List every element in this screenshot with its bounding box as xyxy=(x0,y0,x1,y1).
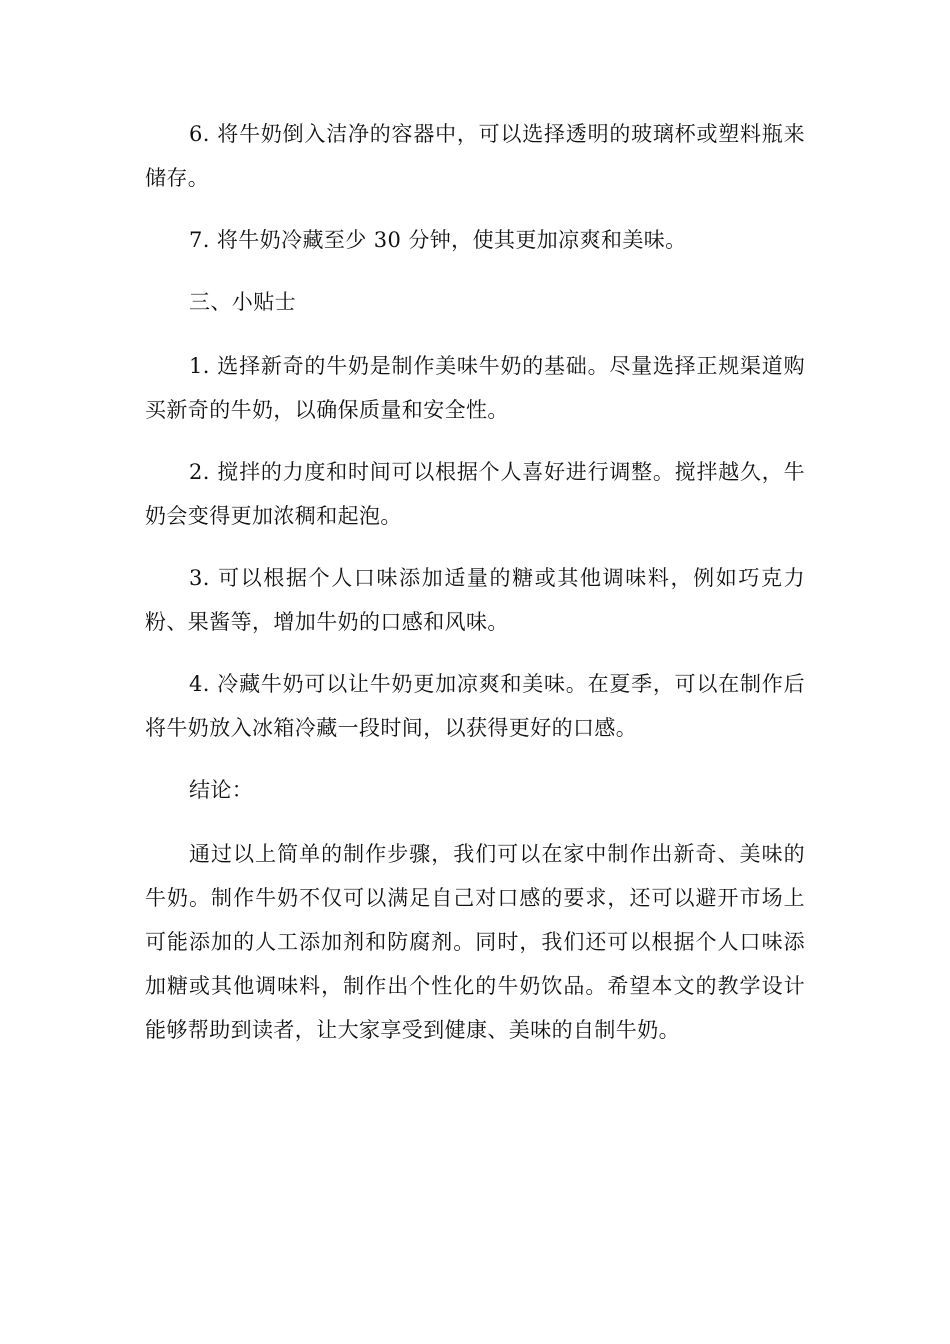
document-page xyxy=(145,112,805,1070)
tips-heading: 三、小贴士 xyxy=(189,290,296,314)
conclusion-paragraph: 通过以上简单的制作步骤，我们可以在家中制作出新奇、美味的牛奶。制作牛奶不仅可以满足自己对口感的要求，还可以避开市场上可能添加的人工添加剂和防腐剂。同时，我们还可以根据个人口味添加糖或其他调味料，制作出个性化的牛奶饮品。希望本文的教学设计能够帮助到读者，让大家享受到健康、美味的自制牛奶。 xyxy=(145,842,805,1042)
step-7-paragraph: 7. 将牛奶冷藏至少 30 分钟，使其更加凉爽和美味。 xyxy=(189,228,687,252)
tip-2-paragraph: 2. 搅拌的力度和时间可以根据个人喜好进行调整。搅拌越久，牛奶会变得更加浓稠和起泡。 xyxy=(145,460,805,528)
tip-4-paragraph: 4. 冷藏牛奶可以让牛奶更加凉爽和美味。在夏季，可以在制作后将牛奶放入冰箱冷藏一段时间，以获得更好的口感。 xyxy=(145,672,805,740)
conclusion-heading: 结论： xyxy=(189,778,254,802)
tip-3-paragraph: 3. 可以根据个人口味添加适量的糖或其他调味料，例如巧克力粉、果酱等，增加牛奶的口感和风味。 xyxy=(145,566,805,634)
tip-1-paragraph: 1. 选择新奇的牛奶是制作美味牛奶的基础。尽量选择正规渠道购买新奇的牛奶，以确保质量和安全性。 xyxy=(145,354,805,422)
step-6-paragraph: 6. 将牛奶倒入洁净的容器中，可以选择透明的玻璃杯或塑料瓶来储存。 xyxy=(145,122,805,190)
